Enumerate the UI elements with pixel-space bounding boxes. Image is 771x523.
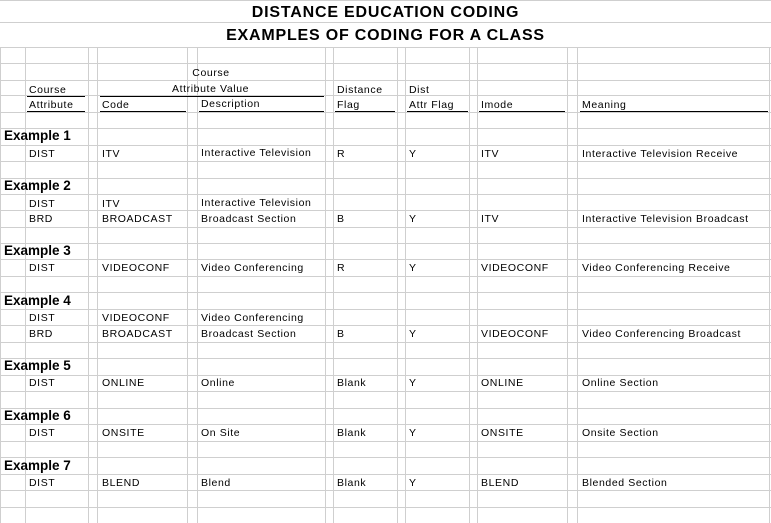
cell-code: ONSITE bbox=[102, 427, 145, 439]
header-distance-flag-line2: Flag bbox=[337, 99, 360, 111]
cell-distance-flag: Blank bbox=[337, 477, 367, 489]
header-underline bbox=[580, 111, 768, 112]
cell-code: ITV bbox=[102, 148, 121, 160]
header-underline bbox=[27, 96, 85, 97]
header-dist-attr-flag-line1: Dist bbox=[409, 84, 430, 96]
cell-dist-attr-flag: Y bbox=[409, 213, 417, 225]
header-underline bbox=[335, 111, 395, 112]
cell-dist-attr-flag: Y bbox=[409, 148, 417, 160]
cell-attribute: DIST bbox=[29, 312, 56, 324]
header-course-attribute-line2: Attribute bbox=[29, 99, 74, 111]
header-meaning: Meaning bbox=[582, 99, 627, 111]
example-label: Example 4 bbox=[4, 293, 71, 308]
cell-attribute: DIST bbox=[29, 477, 56, 489]
example-label: Example 5 bbox=[4, 358, 71, 373]
cell-description: Interactive Television bbox=[201, 147, 312, 159]
header-imode: Imode bbox=[481, 99, 514, 111]
cell-imode: VIDEOCONF bbox=[481, 328, 549, 340]
header-description: Description bbox=[201, 98, 261, 110]
cell-code: VIDEOCONF bbox=[102, 262, 170, 274]
cell-description: Broadcast Section bbox=[201, 213, 297, 225]
cell-description: Online bbox=[201, 377, 235, 389]
cell-meaning: Video Conferencing Receive bbox=[582, 262, 731, 274]
cell-imode: VIDEOCONF bbox=[481, 262, 549, 274]
cell-description: Interactive Television bbox=[201, 197, 312, 209]
cell-description: Blend bbox=[201, 477, 231, 489]
cell-distance-flag: B bbox=[337, 328, 345, 340]
example-label: Example 3 bbox=[4, 243, 71, 258]
cell-distance-flag: R bbox=[337, 148, 346, 160]
cell-distance-flag: Blank bbox=[337, 377, 367, 389]
cell-imode: ITV bbox=[481, 148, 500, 160]
header-underline bbox=[27, 111, 85, 112]
cell-description: Video Conferencing bbox=[201, 312, 304, 324]
cell-meaning: Onsite Section bbox=[582, 427, 659, 439]
header-dist-attr-flag-line2: Attr Flag bbox=[409, 99, 455, 111]
header-course-attr-value-line1: Course bbox=[192, 67, 230, 79]
cell-dist-attr-flag: Y bbox=[409, 262, 417, 274]
cell-attribute: DIST bbox=[29, 148, 56, 160]
cell-attribute: DIST bbox=[29, 262, 56, 274]
header-course-attr-value-line2: Attribute Value bbox=[172, 83, 250, 95]
cell-imode: ITV bbox=[481, 213, 500, 225]
cell-meaning: Blended Section bbox=[582, 477, 668, 489]
cell-meaning: Interactive Television Receive bbox=[582, 148, 739, 160]
example-label: Example 2 bbox=[4, 178, 71, 193]
cell-code: BLEND bbox=[102, 477, 141, 489]
example-label: Example 1 bbox=[4, 128, 71, 143]
cell-imode: ONLINE bbox=[481, 377, 524, 389]
header-course-attribute-line1: Course bbox=[29, 84, 67, 96]
sheet-title: DISTANCE EDUCATION CODING bbox=[251, 4, 520, 21]
cell-distance-flag: B bbox=[337, 213, 345, 225]
example-label: Example 7 bbox=[4, 458, 71, 473]
cell-dist-attr-flag: Y bbox=[409, 328, 417, 340]
cell-meaning: Online Section bbox=[582, 377, 659, 389]
cell-meaning: Video Conferencing Broadcast bbox=[582, 328, 742, 340]
header-underline bbox=[479, 111, 565, 112]
cell-dist-attr-flag: Y bbox=[409, 427, 417, 439]
header-distance-flag-line1: Distance bbox=[337, 84, 383, 96]
header-underline bbox=[407, 111, 468, 112]
sheet-subtitle: EXAMPLES OF CODING FOR A CLASS bbox=[226, 27, 545, 44]
cell-attribute: BRD bbox=[29, 213, 53, 225]
cell-dist-attr-flag: Y bbox=[409, 477, 417, 489]
header-underline bbox=[100, 96, 324, 97]
cell-attribute: BRD bbox=[29, 328, 53, 340]
example-label: Example 6 bbox=[4, 408, 71, 423]
cell-code: ITV bbox=[102, 198, 121, 210]
cell-imode: BLEND bbox=[481, 477, 520, 489]
header-code: Code bbox=[102, 99, 130, 111]
cell-attribute: DIST bbox=[29, 427, 56, 439]
cell-attribute: DIST bbox=[29, 198, 56, 210]
cell-description: On Site bbox=[201, 427, 241, 439]
cell-code: VIDEOCONF bbox=[102, 312, 170, 324]
cell-meaning: Interactive Television Broadcast bbox=[582, 213, 749, 225]
cell-attribute: DIST bbox=[29, 377, 56, 389]
header-underline bbox=[100, 111, 186, 112]
cell-code: BROADCAST bbox=[102, 328, 173, 340]
cell-dist-attr-flag: Y bbox=[409, 377, 417, 389]
cell-distance-flag: Blank bbox=[337, 427, 367, 439]
cell-description: Video Conferencing bbox=[201, 262, 304, 274]
cell-code: BROADCAST bbox=[102, 213, 173, 225]
cell-code: ONLINE bbox=[102, 377, 145, 389]
cell-distance-flag: R bbox=[337, 262, 346, 274]
header-underline bbox=[199, 111, 324, 112]
cell-imode: ONSITE bbox=[481, 427, 524, 439]
cell-description: Broadcast Section bbox=[201, 328, 297, 340]
